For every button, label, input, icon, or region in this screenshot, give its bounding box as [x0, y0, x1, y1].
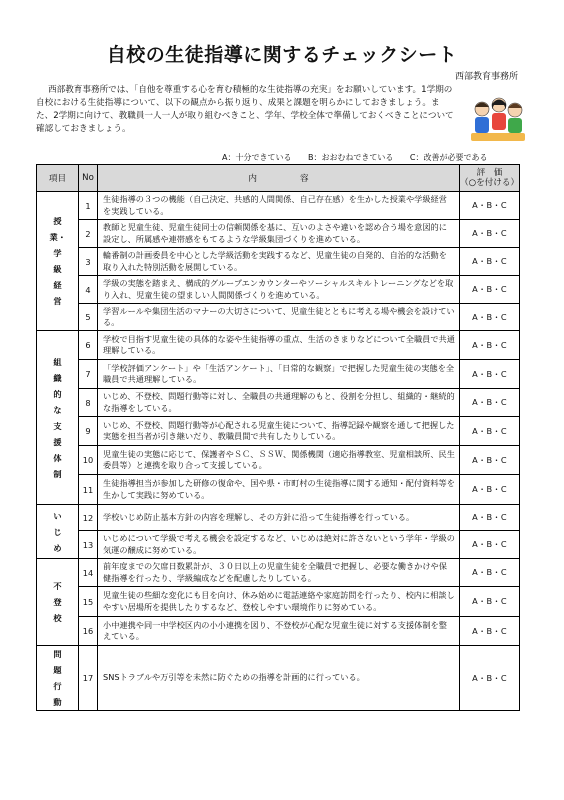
table-row [37, 646, 520, 711]
table-row [37, 475, 520, 505]
evaluation-options[interactable]: A・B・C [460, 446, 520, 475]
evaluation-options[interactable]: A・B・C [460, 220, 520, 248]
evaluation-options[interactable]: A・B・C [460, 475, 520, 505]
header-no: No [79, 165, 98, 192]
table-row [37, 587, 520, 617]
item-number: 10 [79, 446, 98, 475]
item-content: 生徒指導担当が参加した研修の復命や、国や県・市町村の生徒指導に関する通知・配付資料等を生かして実践に努めている。 [98, 475, 460, 505]
item-number: 8 [79, 389, 98, 417]
item-number: 9 [79, 417, 98, 446]
item-number: 16 [79, 617, 98, 646]
table-row [37, 192, 520, 220]
legend-b: B：おおむねできている [308, 153, 394, 162]
evaluation-options[interactable]: A・B・C [460, 505, 520, 531]
item-number: 14 [79, 559, 98, 587]
category-label: 不登校 [37, 559, 79, 646]
legend-c: C：改善が必要である [409, 153, 488, 162]
evaluation-options[interactable]: A・B・C [460, 192, 520, 220]
evaluation-options[interactable]: A・B・C [460, 389, 520, 417]
item-content: SNSトラブルや万引等を未然に防ぐための指導を計画的に行っている。 [98, 646, 460, 711]
item-number: 17 [79, 646, 98, 711]
category-label: 問題行動 [37, 646, 79, 711]
evaluation-options[interactable]: A・B・C [460, 617, 520, 646]
table-row [37, 304, 520, 331]
table-row [37, 360, 520, 389]
category-label: いじめ [37, 505, 79, 559]
evaluation-options[interactable]: A・B・C [460, 304, 520, 331]
evaluation-options[interactable]: A・B・C [460, 248, 520, 276]
category-label: 組織的な支援体制 [37, 331, 79, 505]
evaluation-options[interactable]: A・B・C [460, 276, 520, 304]
item-content: いじめ、不登校、問題行動等に対し、全職員の共通理解のもと、役割を分担し、組織的・継続的な指導をしている。 [98, 389, 460, 417]
table-row [37, 559, 520, 587]
table-row [37, 531, 520, 559]
legend-a: A：十分できている [222, 153, 292, 162]
item-content: 生徒指導の３つの機能（自己決定、共感的人間関係、自己存在感）を生かした授業や学級経営を実践している。 [98, 192, 460, 220]
table-row [37, 446, 520, 475]
item-content: 「学校評価アンケート」や「生活アンケート」、「日常的な観察」で把握した児童生徒の実態を全職員で共通理解している。 [98, 360, 460, 389]
evaluation-options[interactable]: A・B・C [460, 531, 520, 559]
office-name: 西部教育事務所 [454, 72, 518, 82]
evaluation-options[interactable]: A・B・C [460, 587, 520, 617]
item-content: 小中連携や同一中学校区内の小小連携を図り、不登校が心配な児童生徒に対する支援体制を整えている。 [98, 617, 460, 646]
item-number: 15 [79, 587, 98, 617]
item-number: 3 [79, 248, 98, 276]
item-number: 11 [79, 475, 98, 505]
item-number: 6 [79, 331, 98, 360]
table-row [37, 248, 520, 276]
item-content: 児童生徒の実態に応じて、保護者やＳＣ、ＳＳＷ、関係機関（適応指導教室、児童相談所、民生委員等）と連携を取り合って支援している。 [98, 446, 460, 475]
item-content: 前年度までの欠席日数累計が、３０日以上の児童生徒を全職員で把握し、必要な働きかけや保健指導を行ったり、学級編成などを配慮したりしている。 [98, 559, 460, 587]
item-number: 4 [79, 276, 98, 304]
table-row [37, 331, 520, 360]
evaluation-options[interactable]: A・B・C [460, 360, 520, 389]
item-number: 13 [79, 531, 98, 559]
page-title: 自校の生徒指導に関するチェックシート [106, 44, 458, 66]
intro-paragraph: 西部教育事務所では、「自他を尊重する心を育む積極的な生徒指導の充実」をお願いしています。1学期の自校における生徒指導について、以下の観点から振り返り、成果と課題を明らかにしておきましょう。また、2学期に向けて、教職員一人一人が取り組むべきこと、学年、学校全体で準備しておくべきことについて確認しておきましょう。 [36, 85, 454, 134]
table-row [37, 417, 520, 446]
evaluation-legend [222, 152, 501, 163]
table-row [37, 617, 520, 646]
item-number: 2 [79, 220, 98, 248]
item-content: 輪番制の計画委員を中心とした学級活動を実践するなど、児童生徒の自発的、自治的な活動を取り入れた特別活動を展開している。 [98, 248, 460, 276]
item-number: 12 [79, 505, 98, 531]
evaluation-options[interactable]: A・B・C [460, 646, 520, 711]
students-illustration [467, 95, 529, 145]
item-content: 教師と児童生徒、児童生徒同士の信頼関係を基に、互いのよさや違いを認め合う場を意図的に設定し、所属感や連帯感をもてるような学級集団づくりを進めている。 [98, 220, 460, 248]
item-content: 学校いじめ防止基本方針の内容を理解し、その方針に沿って生徒指導を行っている。 [98, 505, 460, 531]
table-row [37, 389, 520, 417]
item-content: 児童生徒の些細な変化にも目を向け、休み始めに電話連絡や家庭訪問を行ったり、校内に相談しやすい居場所を提供したりするなど、登校しやすい環境作りに努めている。 [98, 587, 460, 617]
evaluation-options[interactable]: A・B・C [460, 331, 520, 360]
item-content: いじめについて学級で考える機会を設定するなど、いじめは絶対に許さないという学年・学級の気運の醸成に努めている。 [98, 531, 460, 559]
item-content: 学校で目指す児童生徒の具体的な姿や生徒指導の重点、生活のきまりなどについて全職員で共通理解している。 [98, 331, 460, 360]
table-row [37, 276, 520, 304]
header-item: 項目 [37, 165, 79, 192]
item-content: 学級の実態を踏まえ、構成的グループエンカウンターやソーシャルスキルトレーニングなどを取り入れ、児童生徒の望ましい人間関係づくりを進めている。 [98, 276, 460, 304]
item-number: 7 [79, 360, 98, 389]
evaluation-options[interactable]: A・B・C [460, 559, 520, 587]
item-content: いじめ、不登校、問題行動等が心配される児童生徒について、指導記録や観察を通して把握した実態を担当者が引き継いだり、教職員間で共有したりしている。 [98, 417, 460, 446]
item-number: 5 [79, 304, 98, 331]
item-number: 1 [79, 192, 98, 220]
table-row [37, 220, 520, 248]
header-eval: 評 価 （○を付ける） [460, 165, 520, 192]
table-row [37, 505, 520, 531]
evaluation-options[interactable]: A・B・C [460, 417, 520, 446]
item-content: 学習ルールや集団生活のマナーの大切さについて、児童生徒とともに考える場や機会を設けている。 [98, 304, 460, 331]
header-content: 内 容 [98, 165, 460, 192]
category-label: 授業・学級経営 [37, 192, 79, 331]
checklist-table [36, 164, 520, 711]
